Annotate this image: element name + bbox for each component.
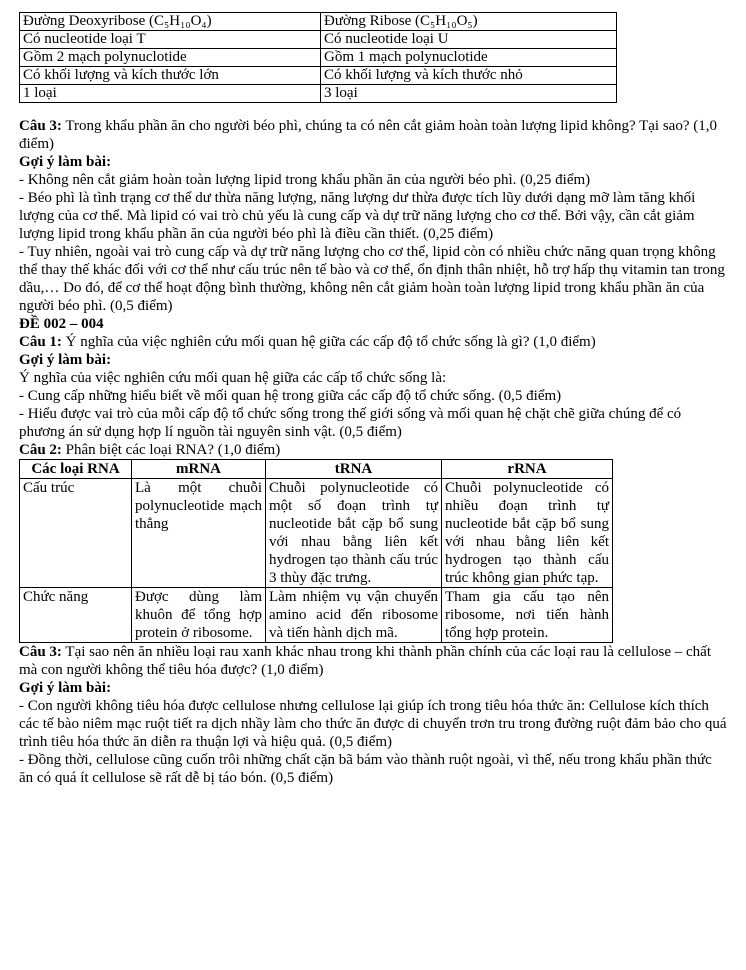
exam-code-heading: ĐỀ 002 – 004 [19, 316, 104, 332]
dna-rna-comparison-table [19, 12, 617, 103]
row-label: Cấu trúc [20, 479, 132, 588]
table-row [20, 49, 617, 67]
answer-paragraph: - Tuy nhiên, ngoài vai trò cung cấp và dự trữ năng lượng cho cơ thể, lipid còn có nhiều chức năng quan trọng không thể thay thế khác đối với cơ thể như cấu trúc nên tế bào và cơ thể, ổn định thân nhiệt, hỗ trợ hấp thụ vitamin tan trong dầu,… Do đó, để cơ thể hoạt động bình thường, không nên cắt giảm hoàn toàn lượng lipid trong khẩu phần ăn của người béo phì. (0,5 điểm) [19, 244, 725, 314]
rna-comparison-table [19, 459, 613, 643]
table-row [20, 479, 613, 588]
table-header: Các loại RNA [20, 460, 132, 479]
table-row [20, 85, 617, 103]
table-cell: Có khối lượng và kích thước nhỏ [321, 67, 617, 85]
hint-heading: Gợi ý làm bài: [19, 680, 112, 696]
table-cell: 3 loại [321, 85, 617, 103]
table-cell: Chuỗi polynucleotide có nhiều đoạn trình tự nucleotide bắt cặp bổ sung với nhau bằng liên kết hydrogen tạo thành cấu trúc không gian phức tạp. [442, 479, 613, 588]
table-header: tRNA [266, 460, 442, 479]
table-cell: Được dùng làm khuôn để tổng hợp protein ở ribosome. [132, 588, 266, 643]
table-cell: Có khối lượng và kích thước lớn [20, 67, 321, 85]
table-cell: Làm nhiệm vụ vận chuyển amino acid đến ribosome và tiến hành dịch mã. [266, 588, 442, 643]
table-cell: Chuỗi polynucleotide có một số đoạn trình tự nucleotide bắt cặp bổ sung với nhau bằng liên kết hydrogen tạo thành cấu trúc 3 thùy đặc trưng. [266, 479, 442, 588]
answer-paragraph: Ý nghĩa của việc nghiên cứu mối quan hệ giữa các cấp tổ chức sống là: [19, 370, 447, 386]
table-cell: 1 loại [20, 85, 321, 103]
answer-paragraph: - Cung cấp những hiểu biết về mối quan hệ trong giữa các cấp độ tổ chức sống. (0,5 điểm) [19, 388, 562, 404]
answer-paragraph: - Béo phì là tình trạng cơ thể dư thừa năng lượng, năng lượng dư thừa được tích lũy dưới dạng mỡ làm tăng khối lượng của cơ thể. Mà lipid có vai trò chủ yếu là cung cấp và dự trữ năng lượng cho cơ thể. Bởi vậy, cần cắt giảm lượng lipid trong khẩu phần ăn của người béo phì là điều cần thiết. (0,25 điểm) [19, 190, 696, 242]
table-cell: Là một chuỗi polynucleotide mạch thẳng [132, 479, 266, 588]
question-2-prompt: Câu 2: Phân biệt các loại RNA? (1,0 điểm) [19, 442, 281, 458]
table-cell: Gồm 1 mạch polynuclotide [321, 49, 617, 67]
table-cell: Gồm 2 mạch polynuclotide [20, 49, 321, 67]
answer-paragraph: - Đồng thời, cellulose cũng cuốn trôi những chất cặn bã bám vào thành ruột ngoài, vì thế, nếu trong khẩu phần thức ăn có quá ít cellulose sẽ rất dễ bị táo bón. (0,5 điểm) [19, 752, 712, 786]
question-3-prompt: Câu 3: Trong khẩu phần ăn cho người béo phì, chúng ta có nên cắt giảm hoàn toàn lượng lipid không? Tại sao? (1,0 điểm) [19, 118, 717, 152]
table-cell: Có nucleotide loại T [20, 31, 321, 49]
table-header: mRNA [132, 460, 266, 479]
hint-heading: Gợi ý làm bài: [19, 352, 112, 368]
answer-paragraph: - Con người không tiêu hóa được cellulose nhưng cellulose lại giúp ích trong tiêu hóa thức ăn: Cellulose kích thích các tế bào niêm mạc ruột tiết ra dịch nhầy làm cho thức ăn được di chuyển trơn tru trong đường ruột đảm bảo cho quá trình tiêu hóa thức ăn diễn ra thuận lợi và hiệu quả. (0,5 điểm) [19, 698, 727, 750]
row-label: Chức năng [20, 588, 132, 643]
question-1-prompt: Câu 1: Ý nghĩa của việc nghiên cứu mối quan hệ giữa các cấp độ tổ chức sống là gì? (1,0 điểm) [19, 334, 596, 350]
table-row [20, 588, 613, 643]
hint-heading: Gợi ý làm bài: [19, 154, 112, 170]
question-3b-prompt: Câu 3: Tại sao nên ăn nhiều loại rau xanh khác nhau trong khi thành phần chính của các loại rau là cellulose – chất mà con người không thể tiêu hóa được? (1,0 điểm) [19, 644, 711, 678]
table-cell: Đường Ribose (C₅H₁₀O₅) [321, 13, 617, 31]
table-row [20, 67, 617, 85]
table-row [20, 31, 617, 49]
table-row [20, 13, 617, 31]
table-cell: Đường Deoxyribose (C₅H₁₀O₄) [20, 13, 321, 31]
question-3-lipid [19, 117, 727, 787]
table-cell: Tham gia cấu tạo nên ribosome, nơi tiến hành tổng hợp protein. [442, 588, 613, 643]
answer-paragraph: - Hiểu được vai trò của mỗi cấp độ tổ chức sống trong thế giới sống và mối quan hệ chặt chẽ giữa chúng để có phương án sử dụng hợp lí nguồn tài nguyên sinh vật. (0,5 điểm) [19, 406, 682, 440]
table-cell: Có nucleotide loại U [321, 31, 617, 49]
table-header: rRNA [442, 460, 613, 479]
answer-paragraph: - Không nên cắt giảm hoàn toàn lượng lipid trong khẩu phần ăn của người béo phì. (0,25 điểm) [19, 172, 591, 188]
